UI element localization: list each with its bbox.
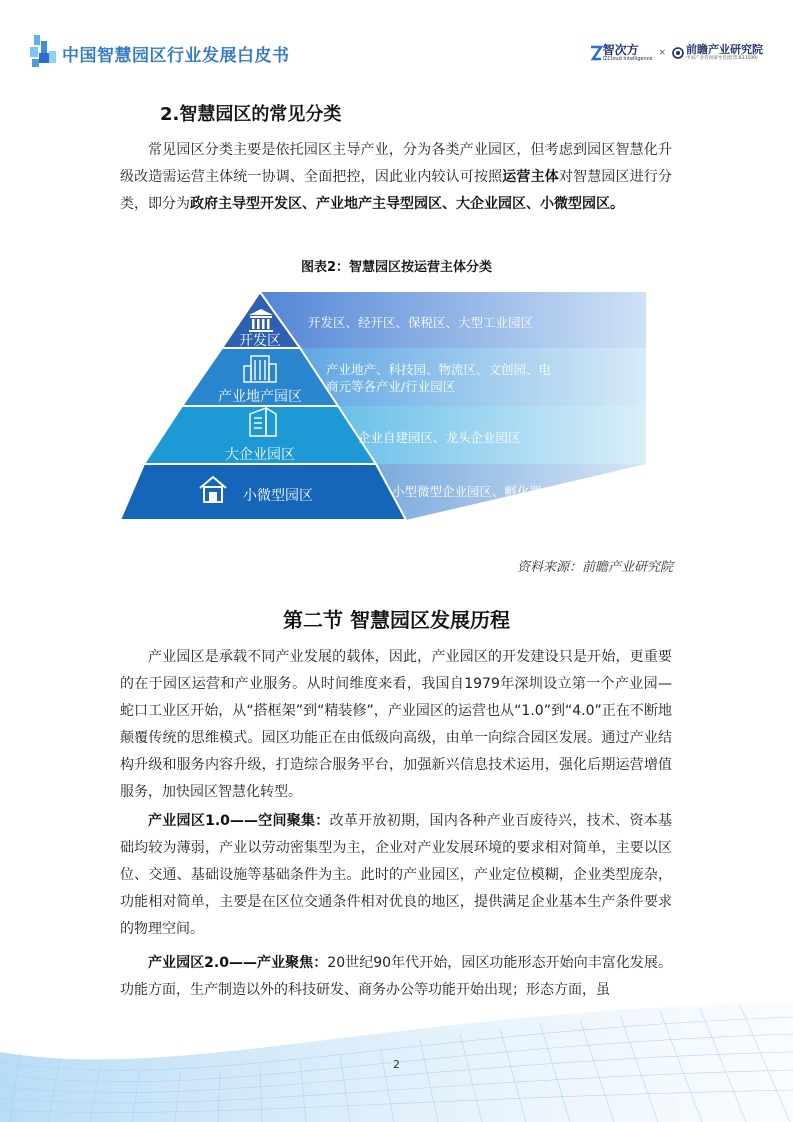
tier-3-label: 大企业园区	[225, 447, 295, 463]
para4-text: 20世纪90年代开始，园区功能形态开始向丰富化发展。功能方面，生产制造以外的科技研发、商务办公等功能开始出现；形态方面，虽	[120, 955, 672, 998]
para4-lead: 产业园区2.0——产业聚焦：	[148, 955, 328, 971]
tier-1-label: 开发区	[239, 333, 281, 349]
brand-separator: ×	[658, 48, 666, 58]
para3-lead: 产业园区1.0——空间聚集：	[148, 813, 330, 829]
brand-qianzhan	[672, 44, 763, 62]
tier-2-label: 产业地产园区	[218, 389, 302, 405]
paragraph-classification	[120, 137, 672, 218]
section-heading: 2.智慧园区的常见分类	[160, 104, 342, 125]
para1-bold-b: 运营主体	[502, 169, 559, 185]
cube-stack-icon	[28, 33, 58, 69]
figure-caption: 图表2：智慧园区按运营主体分类	[300, 260, 493, 275]
brand-a-name: 智次方	[602, 43, 639, 57]
tier-3-desc: 企业自建园区、龙头企业园区	[358, 430, 521, 445]
para1-text-c: 对智慧园区进行分类，即分为	[120, 169, 673, 212]
document-title: 中国智慧园区行业发展白皮书	[62, 46, 290, 66]
page-number: 2	[393, 1058, 400, 1071]
para1-text-a: 常见园区分类主要是依托园区主导产业，分为各类产业园区，但考虑到园区智慧化升级改造需运营主体统一协调、全面把控，因此业内较认可按照	[120, 142, 672, 185]
chapter-heading: 第二节 智慧园区发展历程	[283, 608, 510, 632]
brand-a-sub: IZCloud Intelligence	[602, 56, 653, 62]
tier-1-desc: 开发区、经开区、保税区、大型工业园区	[308, 315, 534, 330]
tier-2-desc-line1: 产业地产、科技园、物流区、文创园、电	[326, 362, 552, 377]
para3-text: 改革开放初期，国内各种产业百废待兴，技术、资本基础均较为薄弱，产业以劳动密集型为主，企业对产业发展环境的要求相对简单，主要以区位、交通、基础设施等基础条件为主。此时的产业园区，产业定位模糊，企业类型庞杂，功能相对简单，主要是在区位交通条件相对优良的地区，提供满足企业基本生产条件要求的物理空间。	[120, 813, 672, 937]
brand-b-name: 前瞻产业研究院	[686, 43, 763, 56]
brand-b-sub: 中国产业咨询领导者(股票:833599)	[686, 56, 758, 61]
page-header	[0, 0, 793, 80]
qianzhan-logo-icon	[672, 47, 684, 59]
brand-logos	[589, 40, 763, 66]
tier-2-desc-line2: 商元等各产业/行业园区	[326, 379, 456, 394]
brand-izcloud	[589, 44, 653, 62]
tier-4-desc: 小型微型企业园区、孵化器、众创空间	[392, 484, 605, 499]
footer-wave-decoration	[0, 992, 793, 1122]
figure-source: 资料来源：前瞻产业研究院	[516, 560, 673, 575]
paragraph-history: 产业园区是承载不同产业发展的载体，因此，产业园区的开发建设只是开始，更重要的在于园区运营和产业服务。从时间维度来看，我国自1979年深圳设立第一个产业园—蛇口工业区开始，从“搭框架”到“精装修”，产业园区的运营也从“1.0”到“4.0”正在不断地颠覆传统的思维模式。园区功能正在由低级向高级，由单一向综合园区发展。通过产业结构升级和服务内容升级，打造综合服务平台，加强新兴信息技术运用，强化后期运营增值服务，加快园区智慧化转型。	[120, 649, 672, 800]
tier-4-label: 小微型园区	[243, 488, 313, 504]
para1-bold-d: 政府主导型开发区、产业地产主导型园区、大企业园区、小微型园区。	[190, 196, 624, 212]
paragraph-park-1-0	[120, 808, 672, 943]
izcloud-logo-icon	[589, 45, 603, 61]
pyramid-diagram	[120, 290, 646, 522]
